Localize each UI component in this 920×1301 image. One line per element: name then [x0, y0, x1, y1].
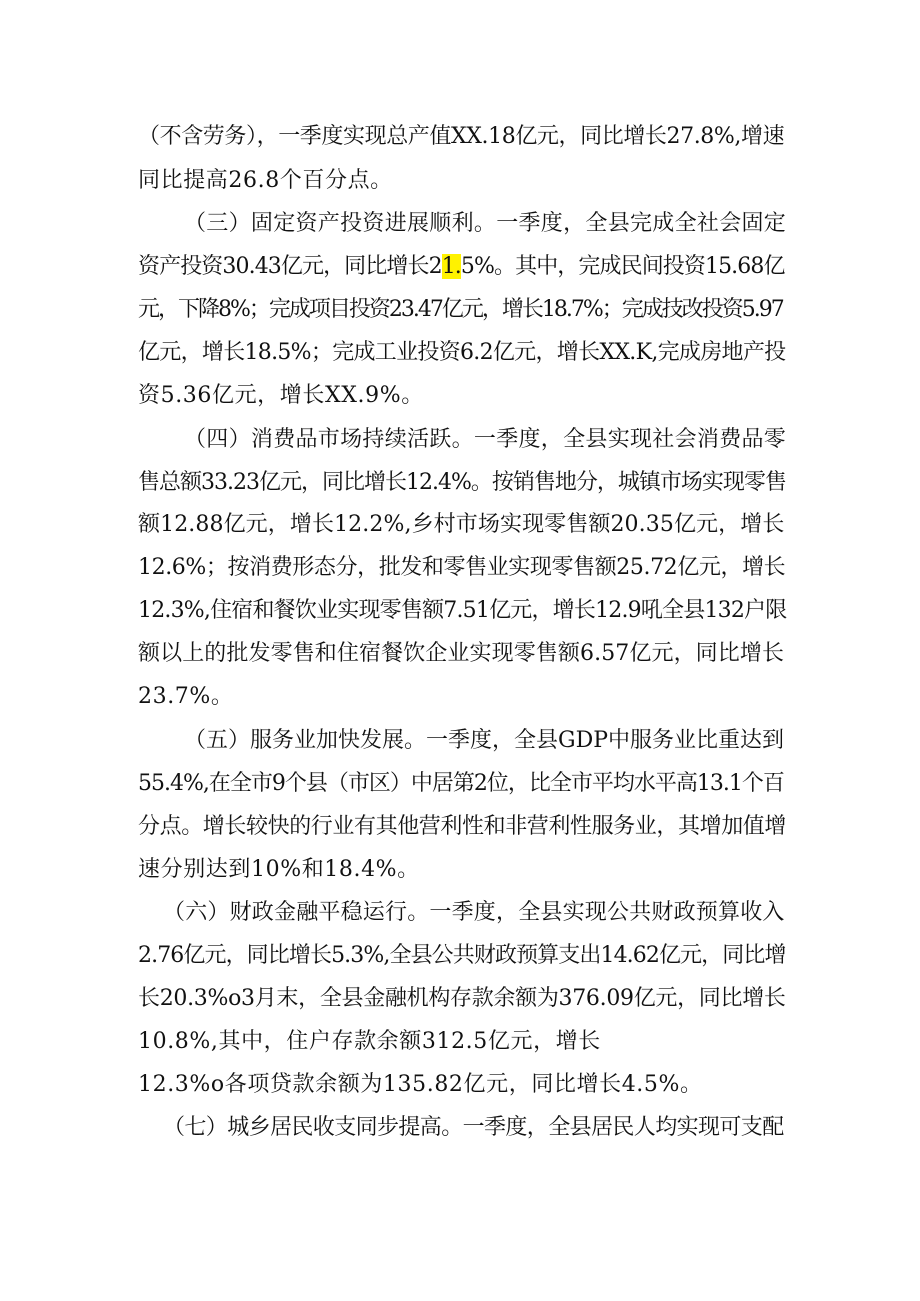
text-line: 23.7%。: [138, 684, 234, 709]
text-line: （不含劳务），一季度实现总产值XX.18亿元，同比增长27.8%,增速: [138, 124, 785, 149]
text-line: （四）消费品市场持续活跃。一季度，全县实现社会消费品零: [184, 427, 787, 452]
text-line: 10.8%,其中，住户存款余额312.5亿元，增长: [138, 1029, 601, 1054]
text-line: 55.4%,在全市9个县（市区）中居第2位，比全市平均水平高13.1个百: [138, 771, 784, 796]
text-line: 售总额33.23亿元，同比增长12.4%。按销售地分，城镇市场实现零售: [138, 470, 786, 495]
text-line: 12.3%,住宿和餐饮业实现零售额7.51亿元，增长12.9吼全县132户限: [138, 598, 787, 623]
text-line: （三）固定资产投资进展顺利。一季度，全县完成全社会固定: [184, 211, 787, 236]
text-line: 长20.3%o3月末，全县金融机构存款余额为376.09亿元，同比增长: [138, 986, 786, 1011]
text-line: 2.76亿元，同比增长5.3%,全县公共财政预算支出14.62亿元，同比增: [138, 943, 786, 968]
text-segment: 资产投资30.43亿元，同比增长2: [138, 254, 442, 279]
text-line: （五）服务业加快发展。一季度，全县GDP中服务业比重达到: [184, 728, 785, 753]
text-line: 速分别达到10%和18.4%。: [138, 857, 420, 882]
text-line: 12.3%o各项贷款余额为135.82亿元，同比增长4.5%。: [138, 1072, 703, 1097]
text-line: 12.6%；按消费形态分，批发和零售业实现零售额25.72亿元，增长: [138, 555, 786, 580]
text-line: （六）财政金融平稳运行。一季度，全县实现公共财政预算收入: [163, 900, 785, 925]
text-line: 额以上的批发零售和住宿餐饮企业实现零售额6.57亿元，同比增长: [138, 641, 785, 666]
text-line: 同比提高26.8个百分点。: [138, 168, 393, 193]
text-line: （七）城乡居民收支同步提高。一季度，全县居民人均实现可支配: [163, 1115, 784, 1140]
text-line: 分点。增长较快的行业有其他营利性和非营利性服务业，其增加值增: [138, 814, 787, 839]
text-line: 元，下降8%；完成项目投资23.47亿元，增长18.7%；完成技改投资5.97: [138, 297, 783, 322]
text-line: 资5.36亿元，增长XX.9%。: [138, 383, 424, 408]
text-segment: 5%。其中，完成民间投资15.68亿: [460, 254, 785, 279]
highlighted-text: 1.: [441, 254, 461, 279]
text-line: [138, 252, 785, 282]
text-line: 亿元，增长18.5%；完成工业投资6.2亿元，增长XX.K,完成房地产投: [138, 340, 786, 365]
text-line: 额12.88亿元，增长12.2%,乡村市场实现零售额20.35亿元，增长: [138, 512, 785, 537]
